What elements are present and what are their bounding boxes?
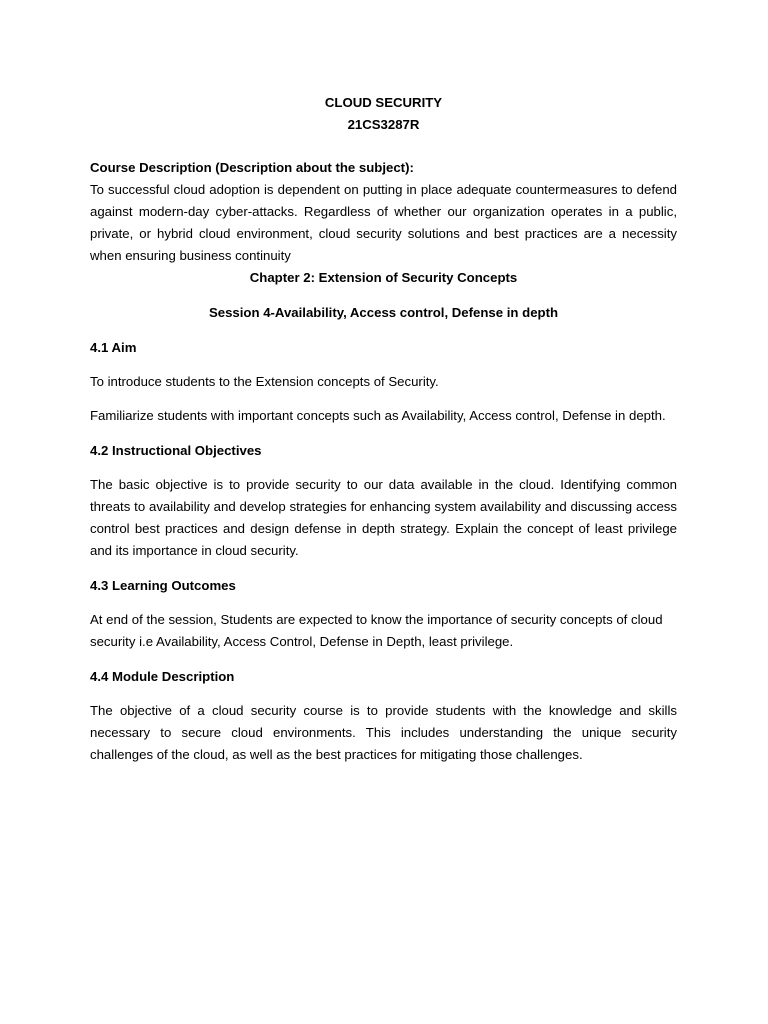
session-title: Session 4-Availability, Access control, Defense in depth	[208, 305, 559, 320]
section-module-paragraph: The objective of a cloud security course is to provide students with the knowledge and skills necessary to secure cloud environments. This includes understanding the unique security challenges of the cloud, as well as the best practices for mitigating those challenges.	[90, 703, 677, 762]
section-outcomes-paragraph: At end of the session, Students are expected to know the importance of security concepts of cloud security i.e Availability, Access Control, Defense in Depth, least privilege.	[90, 612, 663, 649]
section-aim-paragraph-2: Familiarize students with important concepts such as Availability, Access control, Defense in depth.	[90, 408, 666, 423]
document-title: CLOUD SECURITY	[324, 95, 443, 110]
section-objectives-paragraph: The basic objective is to provide security to our data available in the cloud. Identifying common threats to availability and develop strategies for enhancing system availability and discussing access control best practices and design defense in depth strategy. Explain the concept of least privilege and its importance in cloud security.	[90, 477, 677, 558]
section-objectives-heading: 4.2 Instructional Objectives	[90, 443, 262, 458]
section-module-heading: 4.4 Module Description	[90, 669, 235, 684]
chapter-title: Chapter 2: Extension of Security Concepts	[249, 270, 518, 285]
section-aim-paragraph-1: To introduce students to the Extension concepts of Security.	[90, 374, 439, 389]
course-description-heading: Course Description (Description about the subject):	[90, 160, 414, 175]
document-page	[90, 92, 677, 766]
section-aim-heading: 4.1 Aim	[90, 340, 137, 355]
course-code: 21CS3287R	[347, 117, 420, 132]
section-outcomes-heading: 4.3 Learning Outcomes	[90, 578, 236, 593]
course-description-text: To successful cloud adoption is dependent on putting in place adequate countermeasures to defend against modern-day cyber-attacks. Regardless of whether our organization operates in a public, private, or hybrid cloud environment, cloud security solutions and best practices are a necessity when ensuring business continuity	[90, 182, 677, 263]
